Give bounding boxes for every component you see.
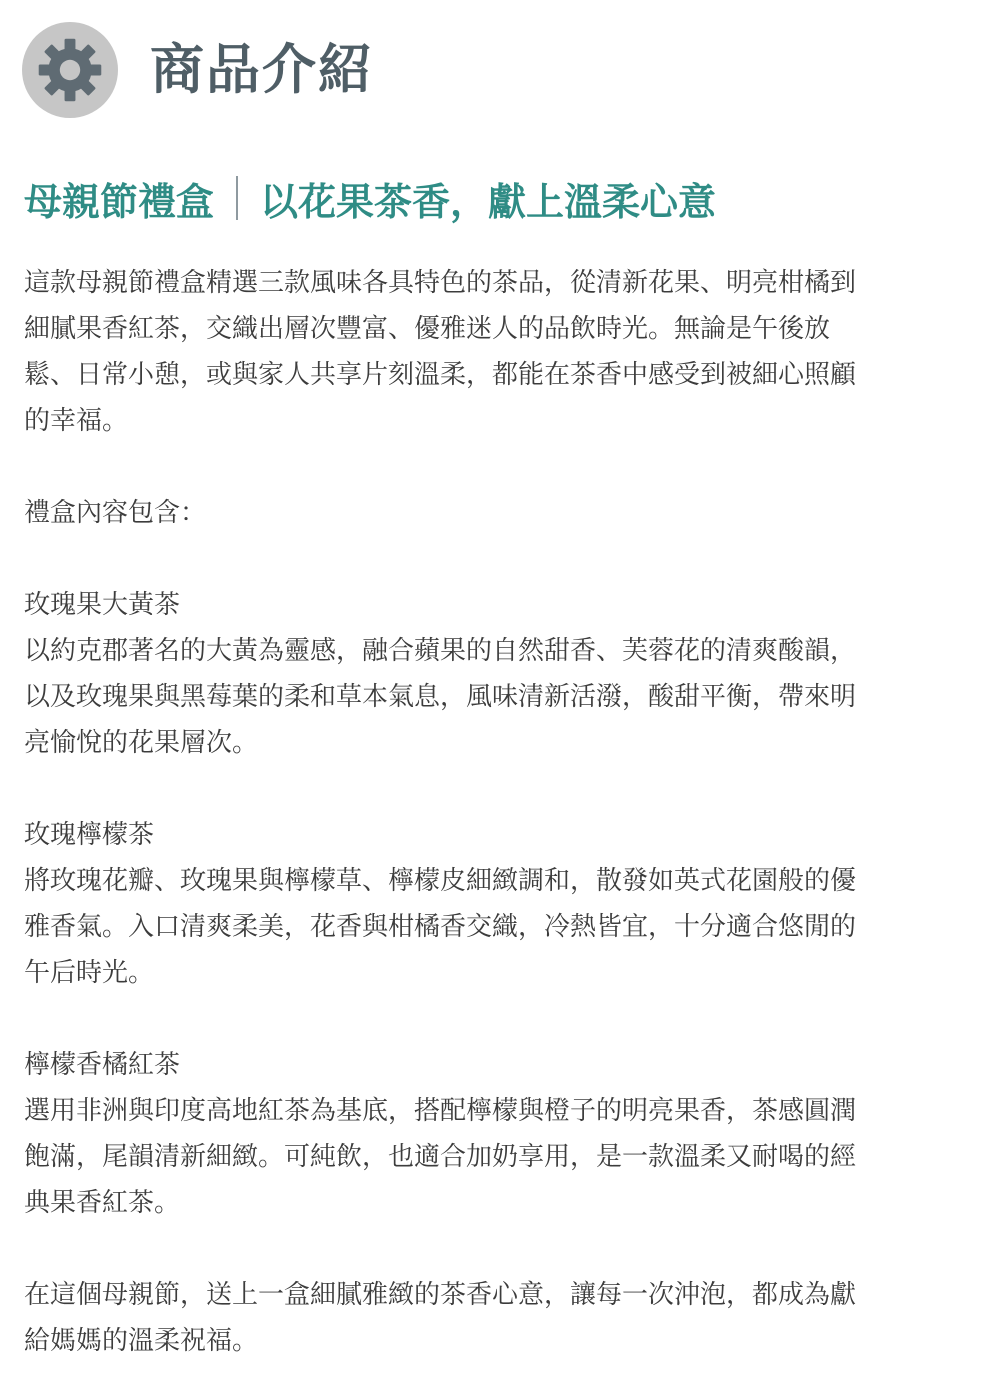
intro-line: 鬆、日常小憩，或與家人共享片刻溫柔，都能在茶香中感受到被細心照顧: [24, 360, 857, 390]
intro-line: 細膩果香紅茶，交織出層次豐富、優雅迷人的品飲時光。無論是午後放: [24, 314, 831, 344]
product-desc-line: 飽滿，尾韻清新細緻。可純飲，也適合加奶享用，是一款溫柔又耐喝的經: [24, 1142, 857, 1172]
product-desc-line: 雅香氣。入口清爽柔美，花香與柑橘香交織，冷熱皆宜，十分適合悠閒的: [24, 912, 857, 942]
product-desc-line: 選用非洲與印度高地紅茶為基底，搭配檸檬與橙子的明亮果香，茶感圓潤: [24, 1096, 857, 1126]
product-name: 檸檬香橘紅茶: [24, 1050, 181, 1080]
page-title: 商品介紹: [150, 38, 374, 101]
product-desc-line: 亮愉悅的花果層次。: [24, 728, 259, 758]
product-description: [24, 260, 979, 1364]
product-desc-line: 午后時光。: [24, 958, 155, 988]
contents-label: 禮盒內容包含：: [24, 498, 207, 528]
closing-line: 在這個母親節，送上一盒細膩雅緻的茶香心意，讓每一次沖泡，都成為獻: [24, 1280, 857, 1310]
product-desc-line: 將玫瑰花瓣、玫瑰果與檸檬草、檸檬皮細緻調和，散發如英式花園般的優: [24, 866, 857, 896]
section-subtitle: [24, 170, 716, 226]
subtitle-left: 母親節禮盒: [24, 179, 215, 224]
subtitle-divider: [236, 176, 238, 220]
closing-line: 給媽媽的溫柔祝福。: [24, 1326, 259, 1356]
product-desc-line: 以約克郡著名的大黃為靈感，融合蘋果的自然甜香、芙蓉花的清爽酸韻，: [24, 636, 857, 666]
gear-icon-glyph: [36, 36, 104, 104]
product-desc-line: 典果香紅茶。: [24, 1188, 181, 1218]
page-header: [22, 22, 374, 118]
product-name: 玫瑰果大黃茶: [24, 590, 181, 620]
gear-icon: [22, 22, 118, 118]
intro-line: 這款母親節禮盒精選三款風味各具特色的茶品，從清新花果、明亮柑橘到: [24, 268, 857, 298]
subtitle-right: 以花果茶香，獻上溫柔心意: [260, 179, 717, 224]
product-desc-line: 以及玫瑰果與黑莓葉的柔和草本氣息，風味清新活潑，酸甜平衡，帶來明: [24, 682, 857, 712]
intro-line: 的幸福。: [24, 406, 129, 436]
product-name: 玫瑰檸檬茶: [24, 820, 155, 850]
